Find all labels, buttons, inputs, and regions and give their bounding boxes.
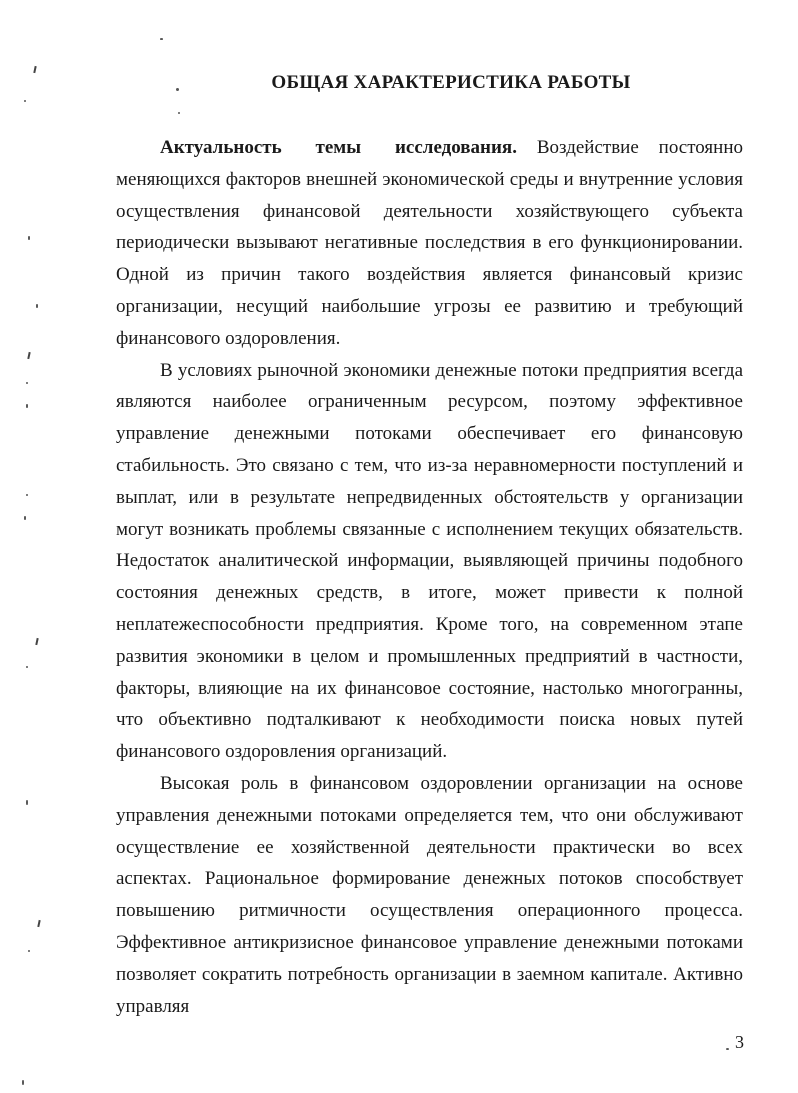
paragraph-market-conditions: В условиях рыночной экономики денежные потоки предприятия всегда являются наиболее ограниченным ресурсом, поэтому эффективное управление денежными потоками обеспечивает его финансовую стабильность. Это связано с тем, что из-за неравномерности поступлений и выплат, или в результате непредвиденных обстоятельств у организации могут возникать проблемы связанные с исполнением текущих обязательств. Недостаток аналитической информации, выявляющей причины подобного состояния денежных средств, в итоге, может привести к полной неплатежеспособности предприятия. Кроме того, на современном этапе развития экономики в целом и промышленных предприятий в частности, факторы, влияющие на их финансовое состояние, настолько многогранны, что объективно подталкивают к необходимости поиска новых путей финансового оздоровления организаций. bbox=[116, 359, 743, 763]
scan-speck bbox=[28, 236, 30, 240]
scan-speck bbox=[28, 950, 30, 952]
scan-speck bbox=[26, 800, 28, 805]
paragraph-lead: Актуальность темы исследования. bbox=[160, 137, 517, 158]
scan-speck bbox=[178, 112, 180, 114]
paragraph-text: Воздействие постоянно меняющихся факторов внешней экономической среды и внутренние условия осуществления финансовой деятельности хозяйствующего субъекта периодически вызывают негативные последствия в его функционировании. Одной из причин такого воздействия является финансовый кризис организации, несущий наибольшие угрозы ее развитию и требующий финансового оздоровления. bbox=[116, 137, 744, 349]
paragraph-cash-flow-role: Высокая роль в финансовом оздоровлении организации на основе управления денежными потоками определяется тем, что они обслуживают осуществление ее хозяйственной деятельности практически во всех аспектах. Рациональное формирование денежных потоков способствует повышению ритмичности осуществления операционного процесса. Эффективное антикризисное финансовое управление денежными потоками позволяет сократить потребность организации в заемном капитале. Активно управляя bbox=[116, 772, 743, 1017]
scan-speck bbox=[24, 516, 26, 520]
page-number: 3 bbox=[735, 1032, 744, 1052]
scan-speck bbox=[26, 404, 28, 408]
page-title: ОБЩАЯ ХАРАКТЕРИСТИКА РАБОТЫ bbox=[271, 72, 631, 93]
scan-mark bbox=[37, 920, 40, 927]
scan-speck bbox=[36, 304, 38, 308]
scan-speck bbox=[24, 100, 26, 102]
scan-speck bbox=[26, 666, 28, 668]
body-text bbox=[116, 132, 743, 1022]
scan-speck bbox=[160, 38, 163, 40]
scan-mark bbox=[35, 638, 38, 645]
scan-speck bbox=[26, 494, 28, 496]
scan-speck bbox=[26, 382, 28, 384]
scan-mark bbox=[27, 352, 30, 359]
scan-speck bbox=[22, 1080, 24, 1085]
scan-speck bbox=[726, 1048, 729, 1050]
paragraph-relevance bbox=[116, 132, 743, 355]
